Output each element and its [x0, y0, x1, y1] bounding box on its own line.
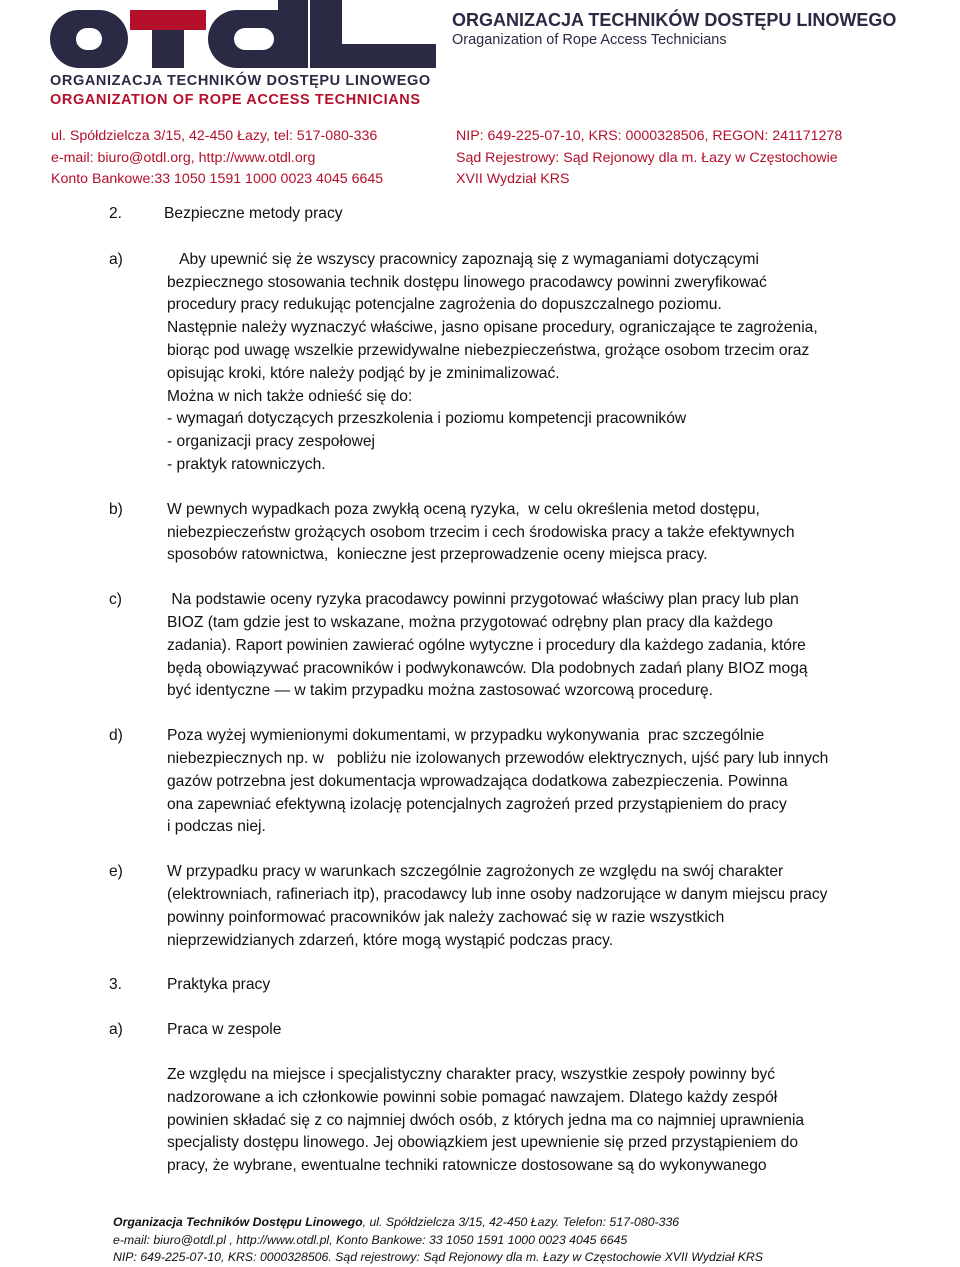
logo-caption-polish: ORGANIZACJA TECHNIKÓW DOSTĘPU LINOWEGO [50, 73, 431, 89]
paragraph-line: Na podstawie oceny ryzyka pracodawcy powinni przygotować właściwy plan pracy lub plan [167, 591, 799, 609]
paragraph-line: i podczas niej. [167, 818, 266, 836]
item-label: d) [109, 727, 123, 745]
nip-krs-line: NIP: 649-225-07-10, KRS: 0000328506, REGON: 241171278 [456, 128, 843, 144]
item-2e [109, 861, 869, 952]
paragraph-line: zadania). Raport powinien zawierać ogólne wytyczne i procedury dla każdego zadania, które [167, 636, 806, 654]
paragraph-line: powinien składać się z co najmniej dwóch osób, z których jedna ma co najmniej uprawnienia [167, 1111, 805, 1129]
otdl-logo [48, 0, 440, 72]
paragraph-line: procedury pracy redukując potencjalne zagrożenia do dopuszczalnego poziomu. [167, 296, 722, 314]
paragraph-line: W przypadku pracy w warunkach szczególnie zagrożonych ze względu na swój charakter [167, 863, 784, 881]
paragraph-line: ona zapewniać efektywną izolację potencjalnych zagrożeń przed przystąpieniem do pracy [167, 795, 787, 813]
header-org-name [452, 10, 896, 48]
footer-address: , ul. Spółdzielcza 3/15, 42-450 Łazy. Telefon: 517-080-336 [362, 1215, 680, 1229]
item-2d [109, 725, 869, 839]
list-line: - praktyk ratowniczych. [167, 455, 326, 473]
paragraph-line: Poza wyżej wymienionymi dokumentami, w przypadku wykonywania prac szczególnie [167, 727, 765, 745]
paragraph-line: specjalisty dostępu linowego. Jej obowiązkiem jest upewnienie się przed przystąpieniem do [167, 1134, 799, 1152]
item-3a-heading [109, 1019, 869, 1042]
header-subtitle: Oraganization of Rope Access Technicians [452, 32, 727, 48]
paragraph-line: gazów potrzebna jest dokumentacja wprowadzająca dodatkowa zabezpieczenia. Powinna [167, 772, 788, 790]
paragraph-line: (elektrowniach, rafineriach itp), pracodawcy lub inne osoby nadzorujące w danym miejscu pracy [167, 885, 828, 903]
page-footer [113, 1214, 763, 1267]
paragraph-line: biorąc pod uwagę wszelkie przewidywalne niebezpieczeństwa, grożące osobom trzecim oraz [167, 341, 810, 359]
section-3-heading [109, 974, 869, 997]
item-label: e) [109, 863, 123, 881]
paragraph-line: bezpiecznego stosowania technik dostępu linowego pracodawcy powinni zweryfikować [167, 273, 767, 291]
paragraph-line: nadzorowane a ich członkowie powinni sobie pomagać nawzajem. Dlatego każdy zespół [167, 1088, 778, 1106]
item-label: b) [109, 500, 123, 518]
list-line: - wymagań dotyczących przeszkolenia i poziomu kompetencji pracowników [167, 410, 687, 428]
paragraph-line: niebezpiecznych np. w pobliżu nie izolowanych przewodów elektrycznych, ujść pary lub innych [167, 749, 829, 767]
section-2-heading [109, 203, 869, 226]
paragraph-line: być identyczne — w takim przypadku można zastosować wzorcową procedurę. [167, 682, 714, 700]
bank-account-line: Konto Bankowe:33 1050 1591 1000 0023 4045 6645 [51, 171, 384, 187]
item-label: a) [109, 250, 123, 268]
paragraph-line: Aby upewnić się że wszyscy pracownicy zapoznają się z wymaganiami dotyczącymi [167, 250, 759, 268]
footer-line-1 [113, 1214, 763, 1232]
item-2c [109, 589, 869, 703]
court-division-line: XVII Wydział KRS [456, 171, 570, 187]
item-label: a) [109, 1021, 123, 1039]
document-body [109, 203, 869, 1178]
logo-caption-english: ORGANIZATION OF ROPE ACCESS TECHNICIANS [50, 92, 421, 108]
paragraph-line: nieprzewidzianych zdarzeń, które mogą wystąpić podczas pracy. [167, 931, 614, 949]
item-2b [109, 499, 869, 567]
contact-right [456, 126, 842, 191]
item-3a-body [109, 1064, 869, 1178]
subsection-title: Praca w zespole [167, 1021, 282, 1039]
paragraph-line: Następnie należy wyznaczyć właściwe, jasno opisane procedury, ograniczające te zagrożenia, [167, 319, 818, 337]
email-web-line: e-mail: biuro@otdl.org, http://www.otdl.org [51, 149, 316, 166]
section-number: 3. [109, 976, 123, 994]
footer-line-3: NIP: 649-225-07-10, KRS: 0000328506. Sąd rejestrowy: Sąd Rejonowy dla m. Łazy w Częstochowie XVII Wydział KRS [113, 1250, 764, 1264]
paragraph-line: sposobów ratownictwa, konieczne jest przeprowadzenie oceny miejsca pracy. [167, 546, 708, 564]
paragraph-line: Ze względu na miejsce i specjalistyczny charakter pracy, wszystkie zespoły powinny być [167, 1065, 776, 1083]
contact-left [51, 126, 383, 191]
item-2a [109, 249, 869, 477]
section-title: Bezpieczne metody pracy [164, 205, 343, 222]
footer-org-name: Organizacja Techników Dostępu Linowego [113, 1215, 363, 1229]
header-title: ORGANIZACJA TECHNIKÓW DOSTĘPU LINOWEGO [452, 10, 897, 30]
paragraph-line: BIOZ (tam gdzie jest to wskazane, można przygotować odrębny plan pracy dla każdego [167, 613, 773, 631]
paragraph-line: będą obowiązywać pracowników i podwykonawców. Dla podobnych zadań plany BIOZ mogą [167, 659, 808, 677]
paragraph-line: opisując kroki, które należy podjąć by je zminimalizować. [167, 364, 560, 382]
paragraph-line: Można w nich także odnieść się do: [167, 387, 413, 405]
address-line: ul. Spółdzielcza 3/15, 42-450 Łazy, tel: 517-080-336 [51, 128, 378, 144]
paragraph-line: W pewnych wypadkach poza zwykłą oceną ryzyka, w celu określenia metod dostępu, [167, 500, 760, 518]
section-number: 2. [109, 205, 123, 222]
paragraph-line: niebezpieczeństw grożących osobom trzecim i cech środowiska pracy a także efektywnych [167, 523, 795, 541]
paragraph-line: powinny poinformować pracowników jak należy zachować się w razie wszystkich [167, 908, 725, 926]
paragraph-line: pracy, że wybrane, ewentualne techniki ratownicze dostosowane są do wykonywanego [167, 1157, 767, 1175]
court-line: Sąd Rejestrowy: Sąd Rejonowy dla m. Łazy w Częstochowie [456, 149, 838, 166]
item-label: c) [109, 591, 122, 609]
list-line: - organizacji pracy zespołowej [167, 433, 376, 451]
section-title: Praktyka pracy [167, 976, 271, 994]
footer-line-2: e-mail: biuro@otdl.pl , http://www.otdl.pl, Konto Bankowe: 33 1050 1591 1000 0023 4045 6645 [113, 1232, 628, 1247]
